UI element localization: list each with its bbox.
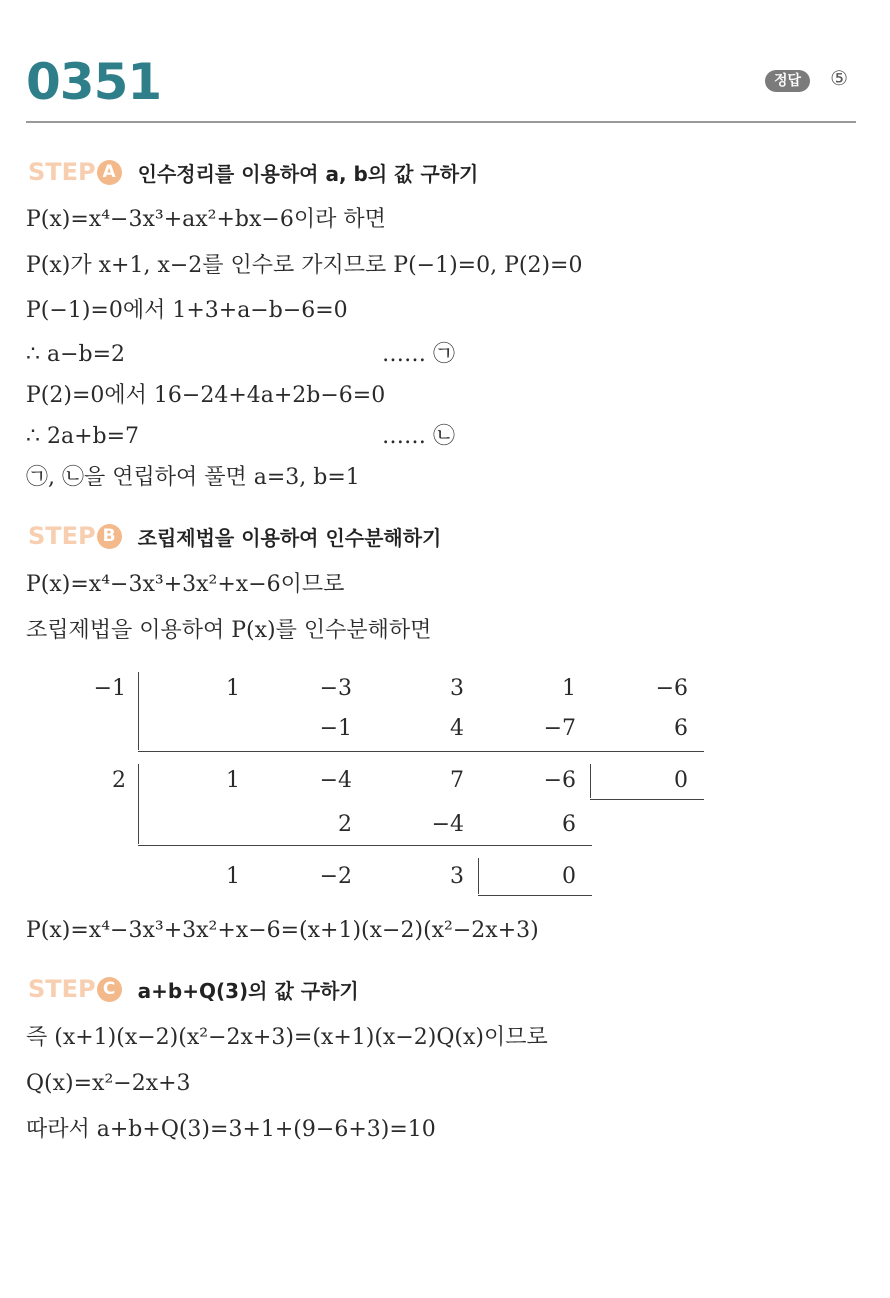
step-c-title: a+b+Q(3)의 값 구하기 [137, 978, 359, 1003]
divisor-2: 2 [112, 768, 126, 793]
step-c-letter: C [97, 977, 122, 1002]
row1-cell-4: 1 [562, 676, 576, 701]
step-c-heading [28, 972, 359, 1006]
step-a-word: STEP [28, 158, 96, 186]
step-b-line-1: P(x)=x⁴−3x³+3x²+x−6이므로 [26, 572, 345, 597]
step-a-line-6 [26, 420, 526, 454]
step-a-line-3: P(−1)=0에서 1+3+a−b−6=0 [26, 298, 348, 323]
row3-cell-1: 1 [226, 768, 240, 793]
equation-2a-plus-b: ∴ 2a+b=7 [26, 424, 140, 449]
remainder-bar-1 [590, 764, 591, 798]
step-b-line-2: 조립제법을 이용하여 P(x)를 인수분해하면 [26, 618, 432, 643]
row2-cell-4: 6 [674, 716, 688, 741]
step-c-line-1: 즉 (x+1)(x−2)(x²−2x+3)=(x+1)(x−2)Q(x)이므로 [26, 1025, 548, 1050]
division-rule-2 [138, 845, 592, 846]
row1-cell-1: 1 [226, 676, 240, 701]
remainder-1: 0 [674, 768, 688, 793]
step-a-line-1: P(x)=x⁴−3x³+ax²+bx−6이라 하면 [26, 207, 386, 232]
row3-cell-4: −6 [543, 768, 576, 793]
step-b-title: 조립제법을 이용하여 인수분해하기 [137, 525, 442, 550]
equation-tag-2: …… ㉡ [382, 424, 455, 449]
step-a-title: 인수정리를 이용하여 a, b의 값 구하기 [137, 161, 479, 186]
row2-cell-2: 4 [450, 716, 464, 741]
row2-cell-3: −7 [543, 716, 576, 741]
row4-cell-2: −4 [431, 812, 464, 837]
equation-a-minus-b: ∴ a−b=2 [26, 342, 126, 367]
quotient-cell-2: −2 [319, 864, 352, 889]
step-a-line-7: ㉠, ㉡을 연립하여 풀면 a=3, b=1 [26, 465, 360, 490]
step-b-heading [28, 519, 441, 553]
row3-cell-2: −4 [319, 768, 352, 793]
remainder-2: 0 [562, 864, 576, 889]
row3-cell-3: 7 [450, 768, 464, 793]
step-a-line-4 [26, 338, 526, 372]
answer-badge: 정답 [765, 70, 810, 92]
step-c-line-3: 따라서 a+b+Q(3)=3+1+(9−6+3)=10 [26, 1117, 436, 1142]
row2-cell-1: −1 [319, 716, 352, 741]
row1-cell-5: −6 [655, 676, 688, 701]
division-rule-1 [138, 751, 704, 752]
header [26, 52, 856, 122]
division-bar-2 [138, 764, 139, 844]
remainder-box-1 [590, 799, 704, 800]
row1-cell-3: 3 [450, 676, 464, 701]
divisor-minus-1: −1 [93, 676, 126, 701]
synthetic-division [86, 668, 710, 908]
answer-value: ⑤ [830, 66, 848, 90]
step-b-word: STEP [28, 522, 96, 550]
step-a-line-2: P(x)가 x+1, x−2를 인수로 가지므로 P(−1)=0, P(2)=0 [26, 253, 583, 278]
remainder-box-2 [478, 895, 592, 896]
row4-cell-1: 2 [338, 812, 352, 837]
step-c-word: STEP [28, 975, 96, 1003]
quotient-cell-3: 3 [450, 864, 464, 889]
step-a-line-5: P(2)=0에서 16−24+4a+2b−6=0 [26, 383, 386, 408]
step-a-letter: A [97, 160, 122, 185]
problem-number: 0351 [26, 53, 162, 111]
step-a-heading [28, 155, 478, 189]
row1-cell-2: −3 [319, 676, 352, 701]
quotient-cell-1: 1 [226, 864, 240, 889]
remainder-bar-2 [478, 858, 479, 894]
factorization-result: P(x)=x⁴−3x³+3x²+x−6=(x+1)(x−2)(x²−2x+3) [26, 918, 539, 943]
step-b-letter: B [97, 524, 122, 549]
step-c-line-2: Q(x)=x²−2x+3 [26, 1071, 191, 1096]
header-divider [26, 121, 856, 123]
row4-cell-3: 6 [562, 812, 576, 837]
division-bar-1 [138, 672, 139, 750]
equation-tag-1: …… ㉠ [382, 342, 455, 367]
